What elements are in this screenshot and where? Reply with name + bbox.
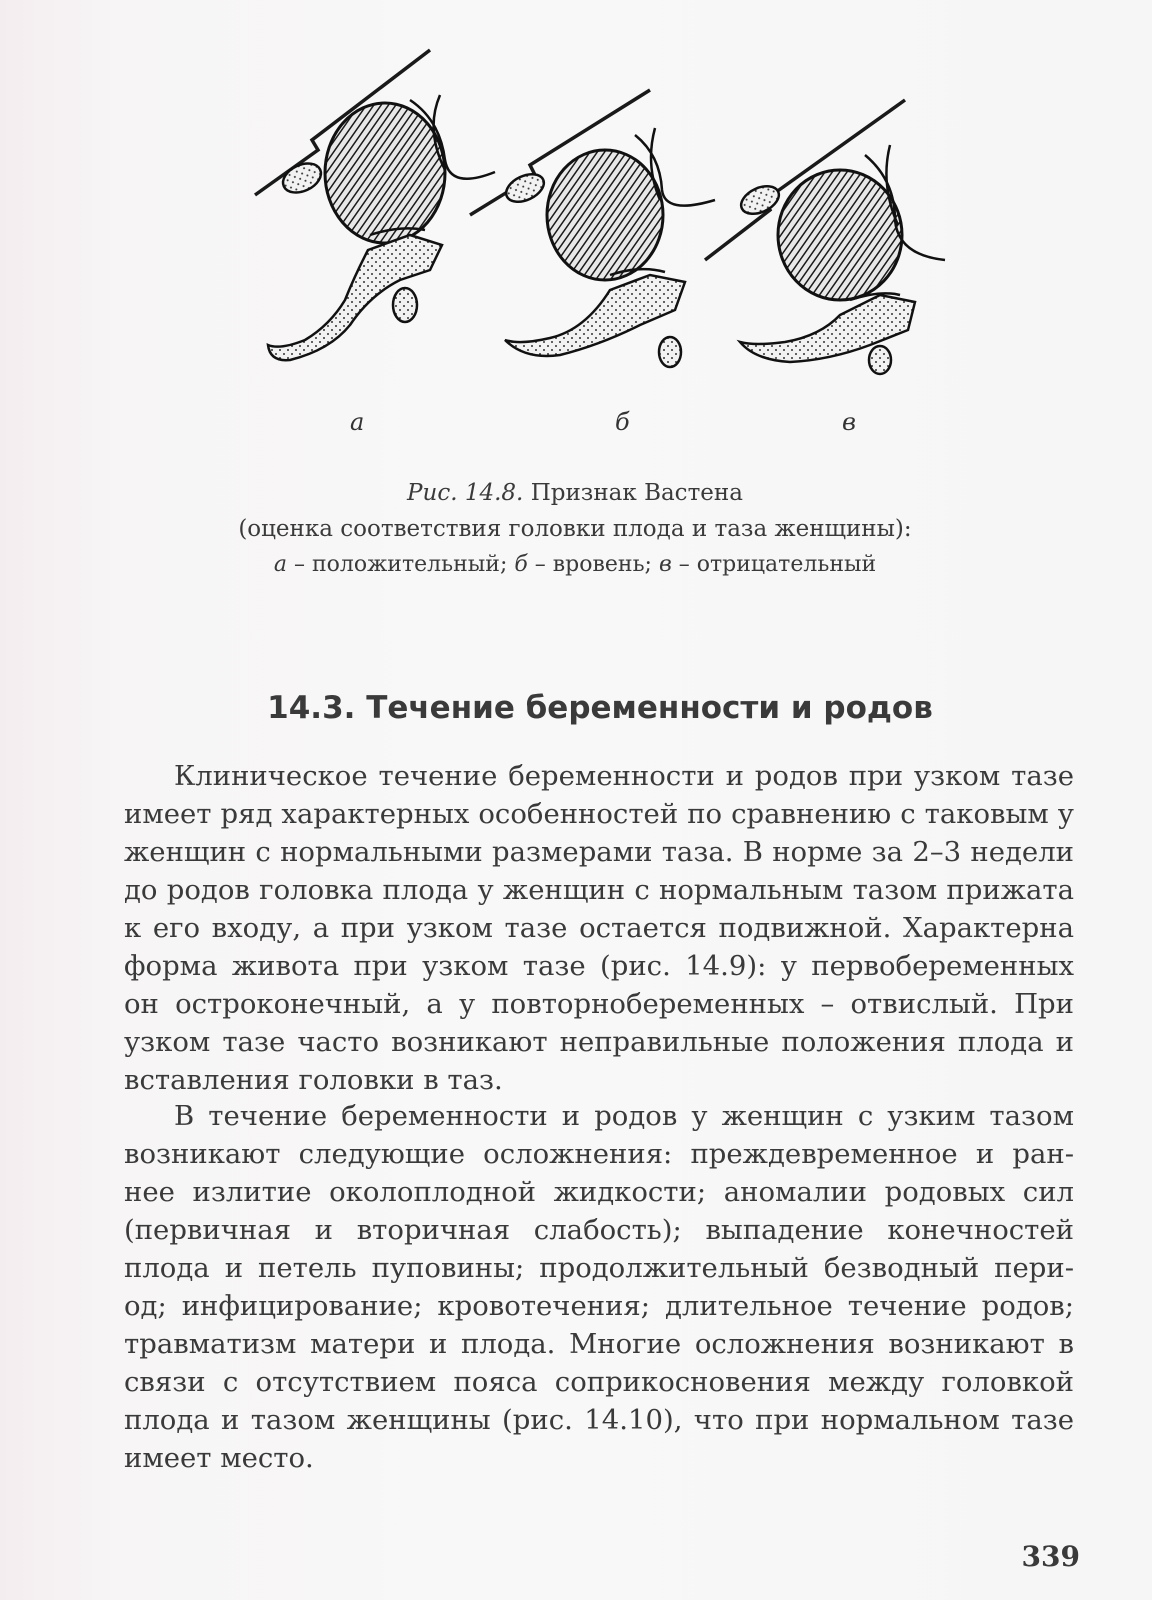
figure-caption-line2: (оценка соответствия головки плода и таза женщины):	[238, 516, 912, 542]
legend-text-b: – вровень;	[527, 552, 659, 577]
panel-label-a: а	[350, 408, 365, 436]
paragraph-1	[124, 757, 1074, 1099]
paragraph-line: связи с отсутствием пояса соприкосновения между головкой	[124, 1366, 1074, 1398]
paragraph-line: плода и петель пуповины; продолжительный безводный пери-	[124, 1252, 1074, 1284]
paragraph-line: од; инфицирование; кровотечения; длительное течение родов;	[124, 1290, 1074, 1322]
paragraph-line: В течение беременности и родов у женщин с узким тазом	[174, 1100, 1074, 1132]
paragraph-line: женщин с нормальными размерами таза. В норме за 2–3 недели	[124, 836, 1074, 868]
panel-label-b: б	[615, 408, 630, 436]
legend-text-a: – положительный;	[286, 552, 515, 577]
legend-letter-v: в	[658, 552, 672, 577]
paragraph-line: вставления головки в таз.	[124, 1064, 503, 1096]
paragraph-line: травматизм матери и плода. Многие осложнения возникают в	[124, 1328, 1074, 1360]
panel-b-drawing	[470, 90, 715, 367]
page-number: 339	[1021, 1540, 1080, 1573]
paragraph-line: до родов головка плода у женщин с нормальным тазом прижата	[124, 874, 1074, 906]
vasten-illustration	[250, 40, 970, 460]
paragraph-line: нее излитие околоплодной жидкости; аномалии родовых сил	[124, 1176, 1074, 1208]
figure-caption-title	[150, 476, 1000, 510]
paragraph-line: узком тазе часто возникают неправильные положения плода и	[124, 1026, 1074, 1058]
panel-c-drawing	[705, 100, 945, 374]
paragraph-line: имеет место.	[124, 1442, 314, 1474]
figure-caption-prefix: Рис. 14.8.	[407, 480, 524, 506]
paragraph-line: он остроконечный, а у повторнобеременных – отвислый. При	[124, 988, 1074, 1020]
legend-text-v: – отрицательный	[671, 552, 877, 577]
legend-letter-a: а	[273, 552, 287, 577]
section-heading: 14.3. Течение беременности и родов	[267, 690, 933, 726]
legend-letter-b: б	[514, 552, 528, 577]
paragraph-2	[124, 1097, 1074, 1477]
panel-label-v: в	[842, 408, 856, 436]
panel-a-drawing	[255, 50, 495, 360]
figure-caption-name: Признак Вастена	[530, 480, 743, 506]
paragraph-line: к его входу, а при узком тазе остается подвижной. Характерна	[124, 912, 1074, 944]
paragraph-line: имеет ряд характерных особенностей по сравнению с таковым у	[124, 798, 1074, 830]
figure-caption-legend	[150, 548, 1000, 582]
paragraph-line: возникают следующие осложнения: преждевременное и ран-	[124, 1138, 1074, 1170]
paragraph-line: Клиническое течение беременности и родов при узком тазе	[174, 760, 1074, 792]
figure-vasten-sign	[250, 40, 970, 460]
paragraph-line: форма живота при узком тазе (рис. 14.9): у первобеременных	[124, 950, 1074, 982]
paragraph-line: плода и тазом женщины (рис. 14.10), что при нормальном тазе	[124, 1404, 1074, 1436]
paragraph-line: (первичная и вторичная слабость); выпадение конечностей	[124, 1214, 1074, 1246]
